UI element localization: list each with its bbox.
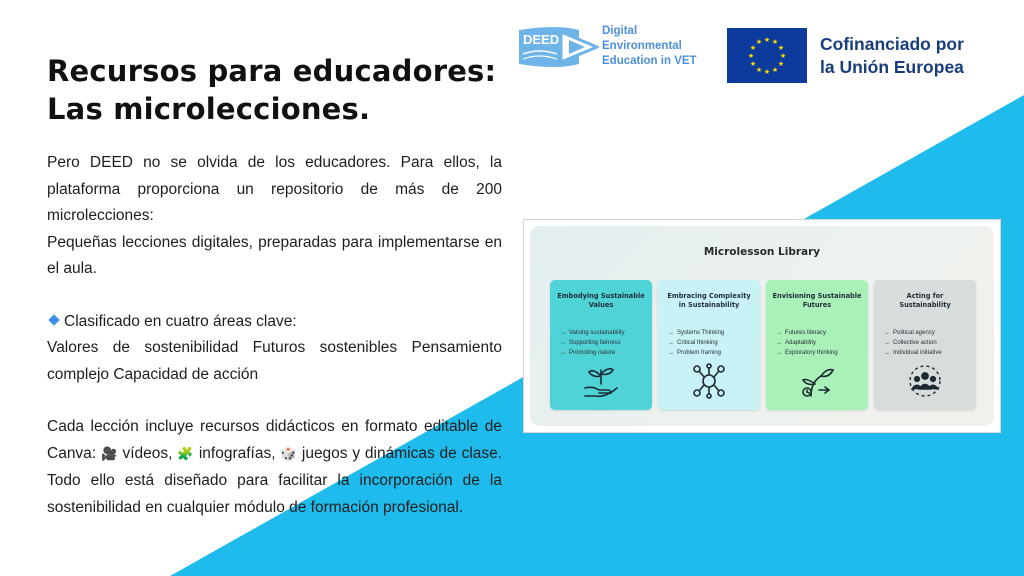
svg-text:★: ★ <box>755 38 763 46</box>
plant-in-hand-icon <box>581 362 621 400</box>
column-items <box>884 328 942 358</box>
column-item: → Individual initiative <box>884 348 942 358</box>
eu-line-2: la Unión Europea <box>820 57 964 77</box>
column-item: → Valuing sustainability <box>560 328 625 338</box>
video-camera-icon: 🎥 <box>100 446 118 462</box>
library-column-acting <box>874 280 976 410</box>
column-title: Embracing Complexity in Sustainability <box>667 292 751 309</box>
videos-label: vídeos, <box>122 444 173 462</box>
column-item: → Promoting nature <box>560 348 625 358</box>
paragraph-intro: Pero DEED no se olvida de los educadores. Para ellos, la plataforma proporciona un repositorio de más de 200 microlecciones: <box>47 154 502 224</box>
blue-diamond-icon <box>48 315 59 326</box>
column-item: → Futures literacy <box>776 328 838 338</box>
library-column-complexity <box>658 280 760 410</box>
column-item: → Critical thinking <box>668 338 724 348</box>
column-item: → Supporting fairness <box>560 338 625 348</box>
column-item: → Problem framing <box>668 348 724 358</box>
svg-text:★: ★ <box>777 44 785 52</box>
deed-mark-text: DEED <box>523 32 560 47</box>
deed-line-3: Education in VET <box>602 55 697 67</box>
column-title: Envisioning Sustainable Futures <box>772 292 862 309</box>
deed-line-2: Environmental <box>602 40 682 52</box>
eu-flag-icon <box>727 28 807 83</box>
games-label: juegos y dinámicas de clase. <box>301 444 503 462</box>
eu-stars-icon <box>727 28 807 83</box>
title-line-2: Las microlecciones. <box>47 92 371 126</box>
classified-intro: Clasificado en cuatro áreas clave: <box>64 312 297 330</box>
svg-text:★: ★ <box>749 60 757 68</box>
library-title: Microlesson Library <box>703 246 821 258</box>
svg-text:★: ★ <box>777 60 785 68</box>
dice-icon: 🎲 <box>280 446 298 462</box>
resources-prefix: Cada lección incluye recursos didácticos en formato editable de Canva: <box>47 418 502 462</box>
svg-text:★: ★ <box>771 66 779 74</box>
library-column-values <box>550 280 652 410</box>
svg-text:★: ★ <box>747 52 755 60</box>
resources-paragraph <box>47 414 502 521</box>
microlesson-library-panel <box>530 226 994 426</box>
svg-text:★: ★ <box>763 36 771 44</box>
column-item: → Exploratory thinking <box>776 348 838 358</box>
areas-list: Valores de sostenibilidad Futuros sostenibles Pensamiento complejo Capacidad de acción <box>47 339 502 383</box>
infographics-label: infografías, <box>198 444 276 462</box>
svg-text:★: ★ <box>749 44 757 52</box>
column-items <box>560 328 625 358</box>
paragraph-lessons: Pequeñas lecciones digitales, preparadas para implementarse en el aula. <box>47 233 502 277</box>
column-title: Embodying Sustainable Values <box>557 292 645 309</box>
column-item: → Systems Thinking <box>668 328 724 338</box>
eu-line-1: Cofinanciado por <box>820 34 964 54</box>
column-item: → Adaptability <box>776 338 838 348</box>
group-people-icon <box>905 362 945 400</box>
deed-logo <box>517 22 707 72</box>
slide-body <box>47 150 502 521</box>
svg-text:★: ★ <box>763 68 771 76</box>
closing-text: Todo ello está diseñado para facilitar la incorporación de la sostenibilidad en cualquier módulo de formación profesional. <box>47 472 502 516</box>
classified-line <box>47 309 502 336</box>
svg-text:★: ★ <box>755 66 763 74</box>
deed-logo-text <box>602 24 697 69</box>
column-items <box>668 328 724 358</box>
eu-cofunding-text <box>820 33 964 79</box>
column-items <box>776 328 838 358</box>
title-line-1: Recursos para educadores: <box>47 54 497 88</box>
column-item: → Political agency <box>884 328 942 338</box>
column-item: → Collective action <box>884 338 942 348</box>
column-title: Acting for Sustainability <box>899 292 951 309</box>
library-column-futures <box>766 280 868 410</box>
puzzle-piece-icon: 🧩 <box>177 446 194 462</box>
microlesson-library-image <box>523 219 1001 433</box>
deed-line-1: Digital <box>602 25 638 37</box>
growth-sprout-icon <box>797 362 837 400</box>
network-nodes-icon <box>689 362 729 400</box>
page-title <box>47 52 507 128</box>
svg-text:★: ★ <box>779 52 787 60</box>
svg-text:★: ★ <box>771 38 779 46</box>
deed-logo-mark-icon <box>517 24 599 70</box>
